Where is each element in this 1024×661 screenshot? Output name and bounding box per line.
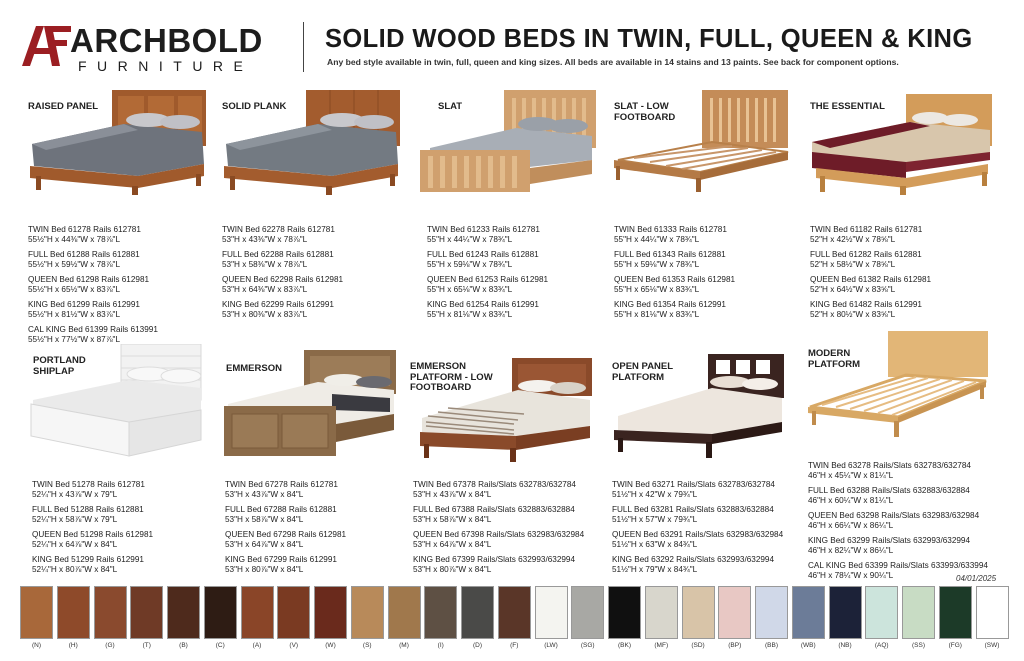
finish-swatch[interactable] xyxy=(241,586,274,656)
spec-dimensions: 52¼"H x 64⅞"W x 84"L xyxy=(32,540,118,549)
page-subtitle: Any bed style available in twin, full, queen and king sizes. All beds are available in 14 stains and 13 paints. See back for component options. xyxy=(327,57,899,67)
spec-dimensions: 55"H x 59⅛"W x 78¾"L xyxy=(427,260,513,269)
swatch-color xyxy=(718,586,751,639)
spec-dimensions: 53"H x 64⅞"W x 84"L xyxy=(413,540,492,549)
swatch-code: (H) xyxy=(68,642,78,649)
spec-model: KING Bed 62299 Rails 612991 xyxy=(222,300,334,309)
spec-dimensions: 51½"H x 42"W x 79¾"L xyxy=(612,490,698,499)
swatch-color xyxy=(130,586,163,639)
swatch-color xyxy=(94,586,127,639)
swatch-color xyxy=(535,586,568,639)
bed-emmerson-platform-image xyxy=(418,358,598,473)
spec-dimensions: 51½"H x 57"W x 79¾"L xyxy=(612,515,698,524)
spec-list xyxy=(614,225,804,325)
spec-model: TWIN Bed 63271 Rails/Slats 632783/632784 xyxy=(612,480,775,489)
finish-swatch[interactable] xyxy=(755,586,788,656)
product-name: PORTLAND SHIPLAP xyxy=(33,355,86,377)
spec-dimensions: 55½"H x 44⅜"W x 78⅞"L xyxy=(28,235,121,244)
brand-subtitle: FURNITURE xyxy=(78,58,254,74)
swatch-color xyxy=(682,586,715,639)
finish-swatch[interactable] xyxy=(571,586,604,656)
spec-list xyxy=(612,480,802,580)
spec-list xyxy=(225,480,415,580)
swatch-color xyxy=(204,586,237,639)
brand-name: ARCHBOLD xyxy=(70,22,263,59)
spec-dimensions: 46"H x 66¼"W x 86¼"L xyxy=(808,521,894,530)
product-name: EMMERSON xyxy=(226,363,282,374)
swatch-color xyxy=(608,586,641,639)
spec-dimensions: 55½"H x 65½"W x 83⅞"L xyxy=(28,285,121,294)
swatch-color xyxy=(755,586,788,639)
spec-dimensions: 55½"H x 59½"W x 78⅞"L xyxy=(28,260,121,269)
bed-emmerson-image xyxy=(222,350,402,470)
swatch-color xyxy=(976,586,1009,639)
swatch-code: (SD) xyxy=(691,642,705,649)
spec-model: TWIN Bed 63278 Rails/Slats 632783/632784 xyxy=(808,461,971,470)
spec-model: TWIN Bed 61233 Rails 612781 xyxy=(427,225,540,234)
spec-dimensions: 53"H x 43⅜"W x 78⅞"L xyxy=(222,235,308,244)
spec-dimensions: 46"H x 82¼"W x 86¼"L xyxy=(808,546,894,555)
archbold-logo-mark-icon xyxy=(22,26,72,66)
swatch-color xyxy=(57,586,90,639)
spec-dimensions: 46"H x 78¼"W x 90¼"L xyxy=(808,571,894,580)
finish-swatch[interactable] xyxy=(718,586,751,656)
finish-swatch[interactable] xyxy=(645,586,678,656)
spec-model: FULL Bed 61343 Rails 612881 xyxy=(614,250,726,259)
product-name: SLAT xyxy=(438,101,463,112)
spec-dimensions: 51½"H x 63"W x 84¾"L xyxy=(612,540,698,549)
swatch-color xyxy=(424,586,457,639)
spec-model: QUEEN Bed 67298 Rails 612981 xyxy=(225,530,347,539)
header-divider xyxy=(303,22,304,72)
swatch-code: (F) xyxy=(510,642,519,649)
finish-swatch[interactable] xyxy=(20,586,53,656)
swatch-code: (WB) xyxy=(800,642,816,649)
bed-solid-plank-image xyxy=(222,90,402,195)
swatch-color xyxy=(314,586,347,639)
finish-swatch[interactable] xyxy=(130,586,163,656)
product-name: MODERN PLATFORM xyxy=(808,348,861,370)
spec-dimensions: 52"H x 58½"W x 78⅝"L xyxy=(810,260,896,269)
bed-modern-platform-image xyxy=(808,331,992,441)
finish-swatch-row xyxy=(20,586,1000,656)
spec-model: FULL Bed 67388 Rails/Slats 632883/632884 xyxy=(413,505,575,514)
spec-dimensions: 53"H x 80⅞"W x 84"L xyxy=(413,565,492,574)
spec-model: QUEEN Bed 51298 Rails 612981 xyxy=(32,530,154,539)
spec-model: QUEEN Bed 61382 Rails 612981 xyxy=(810,275,932,284)
product-name: SOLID PLANK xyxy=(222,101,287,112)
product-name: SLAT - LOW FOOTBOARD xyxy=(614,101,676,123)
spec-model: FULL Bed 61243 Rails 612881 xyxy=(427,250,539,259)
spec-dimensions: 55"H x 81⅛"W x 83¾"L xyxy=(427,310,513,319)
finish-swatch[interactable] xyxy=(351,586,384,656)
spec-dimensions: 52¼"H x 80⅞"W x 84"L xyxy=(32,565,118,574)
spec-model: QUEEN Bed 61298 Rails 612981 xyxy=(28,275,150,284)
swatch-color xyxy=(865,586,898,639)
swatch-code: (SS) xyxy=(912,642,925,649)
finish-swatch[interactable] xyxy=(902,586,935,656)
swatch-color xyxy=(792,586,825,639)
spec-model: KING Bed 67399 Rails/Slats 632993/632994 xyxy=(413,555,576,564)
swatch-color xyxy=(20,586,53,639)
spec-model: KING Bed 67299 Rails 612991 xyxy=(225,555,337,564)
finish-swatch[interactable] xyxy=(535,586,568,656)
spec-model: FULL Bed 62288 Rails 612881 xyxy=(222,250,334,259)
swatch-color xyxy=(498,586,531,639)
spec-list xyxy=(810,225,1000,325)
spec-dimensions: 55"H x 65⅛"W x 83¾"L xyxy=(614,285,700,294)
swatch-code: (SW) xyxy=(984,642,1000,649)
spec-list xyxy=(28,225,218,350)
spec-dimensions: 53"H x 58⅞"W x 84"L xyxy=(225,515,304,524)
spec-model: FULL Bed 67288 Rails 612881 xyxy=(225,505,337,514)
swatch-code: (W) xyxy=(325,642,336,649)
spec-model: KING Bed 63299 Rails/Slats 632993/632994 xyxy=(808,536,971,545)
swatch-color xyxy=(461,586,494,639)
swatch-color xyxy=(277,586,310,639)
spec-dimensions: 53"H x 43⅞"W x 84"L xyxy=(413,490,492,499)
swatch-code: (A) xyxy=(252,642,262,649)
bed-slat-image xyxy=(420,90,600,195)
spec-model: QUEEN Bed 63291 Rails/Slats 632983/632984 xyxy=(612,530,784,539)
swatch-code: (SG) xyxy=(580,642,595,649)
spec-model: KING Bed 61354 Rails 612991 xyxy=(614,300,726,309)
finish-swatch[interactable] xyxy=(498,586,531,656)
swatch-color xyxy=(351,586,384,639)
spec-dimensions: 55½"H x 77½"W x 87⅞"L xyxy=(28,335,121,344)
finish-swatch[interactable] xyxy=(94,586,127,656)
finish-swatch[interactable] xyxy=(792,586,825,656)
bed-the-essential-image xyxy=(810,90,994,195)
swatch-color xyxy=(571,586,604,639)
spec-dimensions: 53"H x 58⅞"W x 84"L xyxy=(413,515,492,524)
spec-model: KING Bed 61299 Rails 612991 xyxy=(28,300,140,309)
swatch-code: (D) xyxy=(472,642,483,649)
brand-logo xyxy=(22,22,287,74)
product-name: OPEN PANEL PLATFORM xyxy=(612,361,673,383)
swatch-code: (V) xyxy=(289,642,299,649)
spec-model: FULL Bed 51288 Rails 612881 xyxy=(32,505,144,514)
swatch-code: (B) xyxy=(179,642,188,649)
finish-swatch[interactable] xyxy=(424,586,457,656)
swatch-code: (BK) xyxy=(618,642,631,649)
finish-swatch[interactable] xyxy=(204,586,237,656)
spec-dimensions: 46"H x 45¼"W x 81¼"L xyxy=(808,471,894,480)
swatch-code: (MF) xyxy=(654,642,669,649)
spec-dimensions: 53"H x 64⅜"W x 83⅞"L xyxy=(222,285,308,294)
spec-model: FULL Bed 63281 Rails/Slats 632883/632884 xyxy=(612,505,774,514)
spec-dimensions: 52¼"H x 43⅞"W x 79"L xyxy=(32,490,118,499)
finish-swatch[interactable] xyxy=(608,586,641,656)
spec-dimensions: 55"H x 81⅛"W x 83¾"L xyxy=(614,310,700,319)
spec-dimensions: 55"H x 44¼"W x 78¾"L xyxy=(614,235,700,244)
spec-list xyxy=(808,461,998,586)
spec-model: TWIN Bed 61182 Rails 612781 xyxy=(810,225,923,234)
spec-list xyxy=(413,480,603,580)
spec-model: FULL Bed 63288 Rails/Slats 632883/632884 xyxy=(808,486,970,495)
swatch-code: (C) xyxy=(215,642,225,649)
spec-list xyxy=(32,480,222,580)
spec-model: KING Bed 63292 Rails/Slats 632993/632994 xyxy=(612,555,775,564)
spec-dimensions: 53"H x 80⅜"W x 83⅞"L xyxy=(222,310,308,319)
finish-swatch[interactable] xyxy=(277,586,310,656)
swatch-code: (G) xyxy=(105,642,115,649)
product-name: EMMERSON PLATFORM - LOW FOOTBOARD xyxy=(410,361,493,393)
swatch-code: (I) xyxy=(437,642,444,649)
date-stamp: 04/01/2025 xyxy=(956,574,997,583)
finish-swatch[interactable] xyxy=(314,586,347,656)
spec-dimensions: 51½"H x 79"W x 84¾"L xyxy=(612,565,698,574)
spec-model: TWIN Bed 67278 Rails 612781 xyxy=(225,480,338,489)
swatch-code: (AQ) xyxy=(874,642,889,649)
finish-swatch[interactable] xyxy=(167,586,200,656)
page-title: SOLID WOOD BEDS IN TWIN, FULL, QUEEN & KING xyxy=(325,25,973,53)
spec-dimensions: 52"H x 64½"W x 83⅝"L xyxy=(810,285,896,294)
spec-model: KING Bed 61254 Rails 612991 xyxy=(427,300,539,309)
spec-dimensions: 55"H x 65⅛"W x 83¾"L xyxy=(427,285,513,294)
spec-dimensions: 52¼"H x 58⅞"W x 79"L xyxy=(32,515,118,524)
product-name: THE ESSENTIAL xyxy=(810,101,885,112)
finish-swatch[interactable] xyxy=(829,586,862,656)
spec-model: QUEEN Bed 61353 Rails 612981 xyxy=(614,275,736,284)
spec-model: TWIN Bed 62278 Rails 612781 xyxy=(222,225,335,234)
spec-model: KING Bed 61482 Rails 612991 xyxy=(810,300,922,309)
spec-dimensions: 55"H x 44¼"W x 78¾"L xyxy=(427,235,513,244)
swatch-color xyxy=(939,586,972,639)
swatch-code: (NB) xyxy=(838,642,852,649)
spec-model: QUEEN Bed 61253 Rails 612981 xyxy=(427,275,549,284)
product-name: RAISED PANEL xyxy=(28,101,99,112)
swatch-code: (FG) xyxy=(948,642,962,649)
spec-model: TWIN Bed 61278 Rails 612781 xyxy=(28,225,141,234)
spec-model: CAL KING Bed 61399 Rails 613991 xyxy=(28,325,158,334)
swatch-code: (S) xyxy=(362,642,372,649)
spec-dimensions: 55½"H x 81½"W x 83⅞"L xyxy=(28,310,121,319)
spec-dimensions: 53"H x 58⅜"W x 78⅞"L xyxy=(222,260,308,269)
bed-slat-low-footboard-image xyxy=(614,90,794,195)
spec-model: QUEEN Bed 67398 Rails/Slats 632983/632984 xyxy=(413,530,585,539)
bed-portland-shiplap-image xyxy=(29,344,209,464)
spec-dimensions: 52"H x 80½"W x 83⅝"L xyxy=(810,310,896,319)
finish-swatch[interactable] xyxy=(976,586,1009,656)
swatch-color xyxy=(829,586,862,639)
spec-dimensions: 52"H x 42½"W x 78⅝"L xyxy=(810,235,896,244)
spec-dimensions: 53"H x 80⅞"W x 84"L xyxy=(225,565,304,574)
spec-model: QUEEN Bed 63298 Rails/Slats 632983/632984 xyxy=(808,511,980,520)
bed-open-panel-platform-image xyxy=(612,354,792,469)
swatch-color xyxy=(388,586,421,639)
spec-model: CAL KING Bed 63399 Rails/Slats 633993/633994 xyxy=(808,561,988,570)
swatch-code: (N) xyxy=(31,642,42,649)
swatch-code: (BP) xyxy=(728,642,742,649)
finish-swatch[interactable] xyxy=(388,586,421,656)
spec-model: TWIN Bed 61333 Rails 612781 xyxy=(614,225,727,234)
swatch-code: (T) xyxy=(142,642,151,649)
spec-list xyxy=(222,225,412,325)
bed-raised-panel-image xyxy=(28,90,208,195)
swatch-color xyxy=(241,586,274,639)
swatch-color xyxy=(902,586,935,639)
spec-model: FULL Bed 61282 Rails 612881 xyxy=(810,250,922,259)
spec-dimensions: 53"H x 64⅞"W x 84"L xyxy=(225,540,304,549)
spec-model: TWIN Bed 67378 Rails/Slats 632783/632784 xyxy=(413,480,576,489)
swatch-code: (LW) xyxy=(544,642,558,649)
spec-dimensions: 53"H x 43⅞"W x 84"L xyxy=(225,490,304,499)
finish-swatch[interactable] xyxy=(865,586,898,656)
swatch-code: (M) xyxy=(399,642,409,649)
spec-dimensions: 55"H x 59⅛"W x 78¾"L xyxy=(614,260,700,269)
swatch-code: (BB) xyxy=(765,642,778,649)
finish-swatch[interactable] xyxy=(57,586,90,656)
spec-list xyxy=(427,225,617,325)
spec-model: FULL Bed 61288 Rails 612881 xyxy=(28,250,140,259)
spec-model: QUEEN Bed 62298 Rails 612981 xyxy=(222,275,344,284)
finish-swatch[interactable] xyxy=(939,586,972,656)
swatch-color xyxy=(167,586,200,639)
spec-dimensions: 46"H x 60¼"W x 81¼"L xyxy=(808,496,894,505)
finish-swatch[interactable] xyxy=(682,586,715,656)
spec-model: KING Bed 51299 Rails 612991 xyxy=(32,555,144,564)
swatch-color xyxy=(645,586,678,639)
spec-model: TWIN Bed 51278 Rails 612781 xyxy=(32,480,145,489)
finish-swatch[interactable] xyxy=(461,586,494,656)
